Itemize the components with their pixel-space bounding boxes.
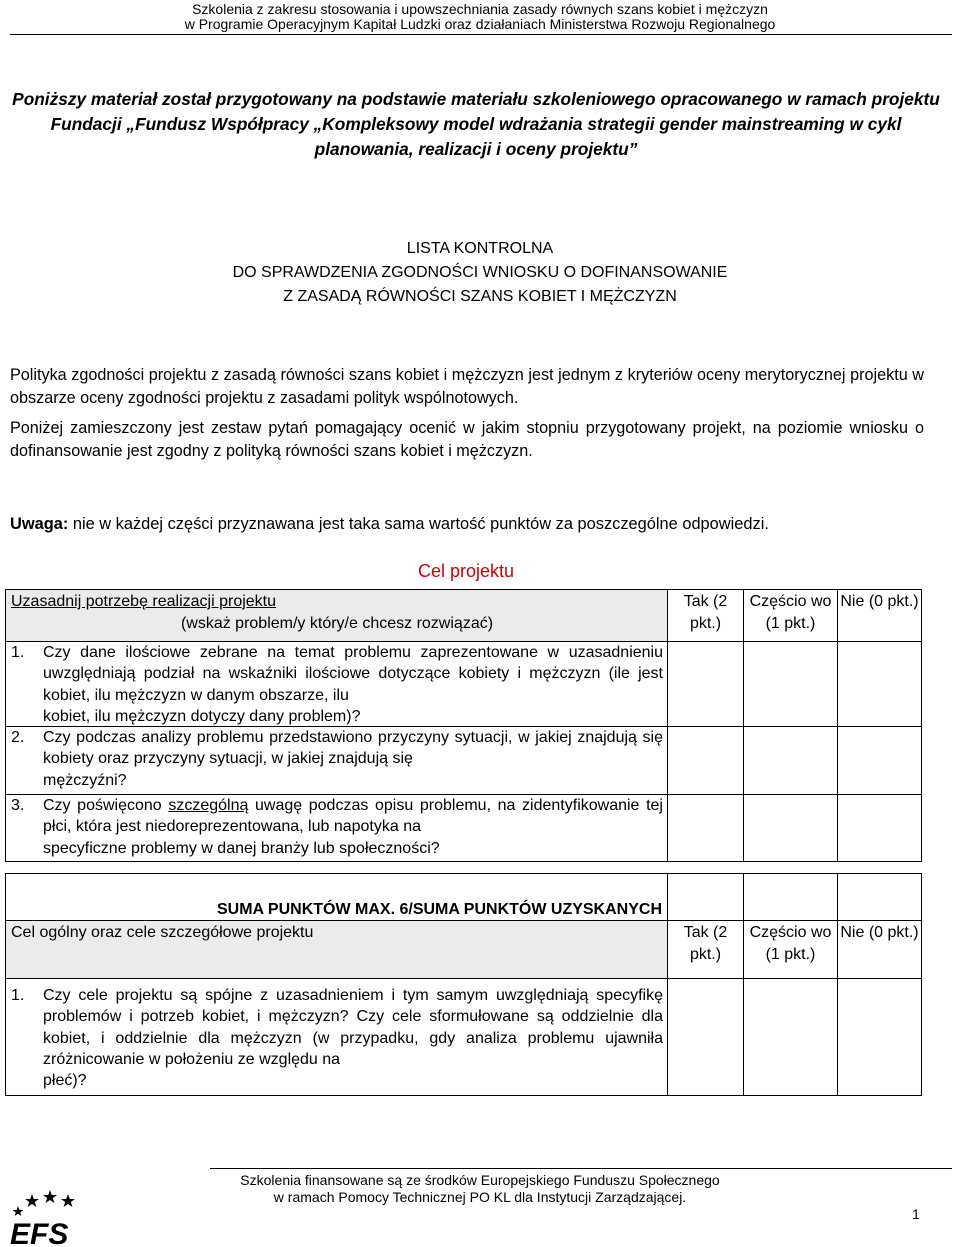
question-cell: [6, 727, 668, 795]
answer-box-czesciowo[interactable]: [744, 795, 838, 862]
paragraph-questions: Poniżej zamieszczony jest zestaw pytań pomagający ocenić w jakim stopniu przygotowany projekt, na poziomie wniosku o dofinansowanie jest zgodny z polityką równości szans kobiet i mężczyzn.: [10, 419, 924, 460]
checklist-title: [0, 237, 960, 309]
checklist-table-1: [5, 589, 922, 862]
question-body: Czy cele projektu są spójne z uzasadnieniem i tym samym uwzględniają specyfikę problemów i potrzeb kobiet, i mężczyzn? Czy cele sformułowane są oddzielnie dla kobiet, i oddzielnie dla mężczyzn (w przypadku, gdy analiza problemu ujawniła zróżnicowanie w położeniu ze względu na: [43, 987, 663, 1068]
header-line-2: w Programie Operacyjnym Kapitał Ludzki oraz działaniach Ministerstwa Rozwoju Regionalnego: [184, 16, 776, 32]
sum-label: SUMA PUNKTÓW MAX. 6/SUMA PUNKTÓW UZYSKANYCH: [6, 874, 668, 921]
answer-header-nie: Nie (0 pkt.): [838, 921, 922, 979]
page-footer: [200, 1172, 760, 1206]
answer-box-tak[interactable]: [668, 979, 744, 1096]
stars-icon: [13, 1190, 76, 1216]
question-text: [43, 985, 663, 1093]
answer-box-tak[interactable]: [668, 795, 744, 862]
header-title: Uzasadnij potrzebę realizacji projektu: [11, 593, 277, 610]
checklist-title-line-1: LISTA KONTROLNA: [406, 240, 554, 257]
table-header-row: [6, 590, 922, 642]
sum-box-czesciowo[interactable]: [744, 874, 838, 921]
question-cell: [6, 795, 668, 862]
sum-box-nie[interactable]: [838, 874, 922, 921]
table-header-cell: [6, 590, 668, 642]
answer-box-czesciowo[interactable]: [744, 979, 838, 1096]
answer-header-tak: Tak (2 pkt.): [668, 921, 744, 979]
table-row: [6, 979, 922, 1096]
intro-text: Poniższy materiał został przygotowany na podstawie materiału szkoleniowego opracowanego w ramach projektu Fundacji „Fundusz Współpracy „Kompleksowy model wdrażania strategii gender mainstreaming w cykl planowania, realizacji i oceny projektu”: [12, 89, 940, 159]
paragraph-policy: Polityka zgodności projektu z zasadą równości szans kobiet i mężczyzn jest jednym z kryteriów oceny merytorycznej projektu w obszarze oceny zgodności projektu z zasadami polityk wspólnotowych.: [10, 366, 924, 407]
question-1: [6, 642, 667, 726]
answer-box-tak[interactable]: [668, 642, 744, 727]
footer-line-1: Szkolenia finansowane są ze środków Europejskiego Funduszu Społecznego: [240, 1172, 720, 1188]
answer-box-nie[interactable]: [838, 795, 922, 862]
question-3: [6, 795, 667, 861]
section2-header-title: Cel ogólny oraz cele szczegółowe projektu: [6, 921, 668, 979]
question-text: [43, 642, 663, 724]
answer-box-nie[interactable]: [838, 727, 922, 795]
question-text: [43, 727, 663, 792]
answer-header-nie: Nie (0 pkt.): [838, 590, 922, 642]
question-last-line: mężczyźni?: [43, 771, 127, 789]
answer-box-nie[interactable]: [838, 979, 922, 1096]
answer-header-tak: Tak (2 pkt.): [668, 590, 744, 642]
answer-box-czesciowo[interactable]: [744, 642, 838, 727]
question-body-a: Czy poświęcono: [43, 797, 169, 814]
eu-stars-logo: [6, 1186, 102, 1246]
answer-header-czesciowo: Częścio wo (1 pkt.): [744, 921, 838, 979]
table-row: [6, 795, 922, 862]
logo-text: EFS: [10, 1218, 69, 1246]
question-body-b: uwagę podczas opisu problemu, na zidentyfikowanie tej płci, która jest niedoreprezentowana, lub napotyka na: [43, 797, 663, 836]
header-divider: [10, 34, 952, 35]
question-number: 3.: [11, 797, 25, 814]
question-body: Czy podczas analizy problemu przedstawiono przyczyny sytuacji, w jakiej znajdują się kobiety oraz przyczyny sytuacji, w jakiej znajdują się: [43, 729, 663, 768]
section-title-cel-projektu: Cel projektu: [417, 561, 515, 581]
section2-question-1: [6, 979, 667, 1095]
answer-header-czesciowo: Częścio wo (1 pkt.): [744, 590, 838, 642]
footer-divider: [210, 1168, 952, 1169]
question-cell: [6, 979, 668, 1096]
header-subtitle: (wskaż problem/y który/e chcesz rozwiązać): [180, 615, 494, 632]
question-emphasis: szczególną: [168, 797, 249, 814]
table-row: [6, 642, 922, 727]
question-body: Czy dane ilościowe zebrane na temat problemu zaprezentowane w uzasadnieniu uwzględniają podział na wskaźniki ilościowe dotyczące kobiety i mężczyzn (ile jest kobiet, ilu mężczyzn w danym obszarze, ilu: [43, 644, 663, 704]
sum-row: [6, 874, 922, 921]
checklist-title-line-3: Z ZASADĄ RÓWNOŚCI SZANS KOBIET I MĘŻCZYZN: [283, 288, 677, 305]
note-text: nie w każdej części przyznawana jest taka sama wartość punktów za poszczególne odpowiedzi.: [68, 515, 769, 533]
question-cell: [6, 642, 668, 727]
table-row: [6, 727, 922, 795]
sum-box-tak[interactable]: [668, 874, 744, 921]
header-line-1: Szkolenia z zakresu stosowania i upowszechniania zasady równych szans kobiet i mężczyzn: [192, 1, 768, 17]
answer-box-tak[interactable]: [668, 727, 744, 795]
question-last-line: kobiet, ilu mężczyzn dotyczy dany problem)?: [43, 707, 361, 725]
question-number: 2.: [11, 729, 25, 746]
question-number: 1.: [11, 644, 25, 661]
question-number: 1.: [11, 987, 25, 1004]
question-last-line: płeć)?: [43, 1072, 87, 1090]
question-text: [43, 795, 663, 859]
footer-line-2: w ramach Pomocy Technicznej PO KL dla Instytucji Zarządzającej.: [273, 1189, 687, 1205]
question-2: [6, 727, 667, 794]
table-header-row: [6, 921, 922, 979]
page-number: 1: [912, 1206, 920, 1222]
answer-box-nie[interactable]: [838, 642, 922, 727]
checklist-table-2: [5, 873, 922, 1096]
answer-box-czesciowo[interactable]: [744, 727, 838, 795]
page-header: [0, 2, 960, 32]
note: [10, 513, 940, 535]
question-last-line: specyficzne problemy w danej branży lub społeczności?: [43, 839, 440, 857]
checklist-title-line-2: DO SPRAWDZENIA ZGODNOŚCI WNIOSKU O DOFINANSOWANIE: [232, 264, 728, 281]
note-label: Uwaga:: [10, 515, 69, 533]
